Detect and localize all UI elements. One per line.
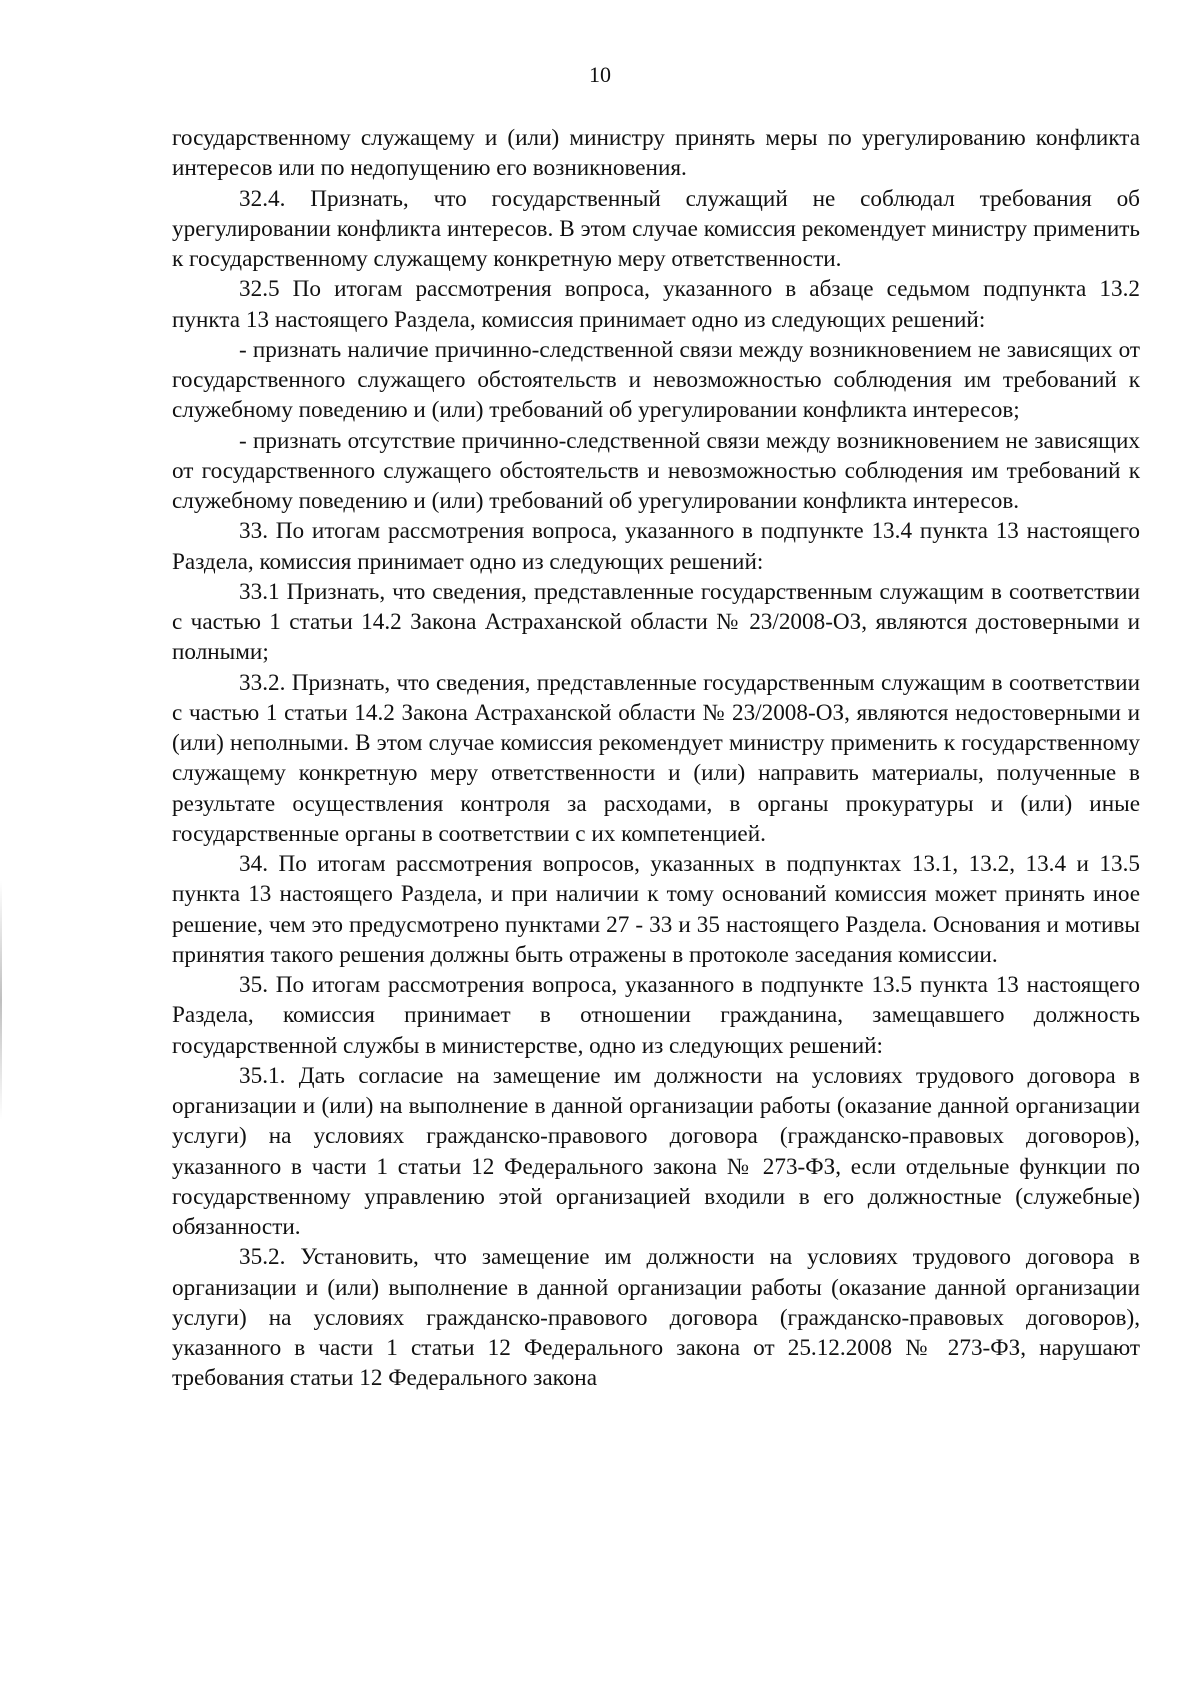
page-number: 10 [589,62,611,87]
paragraph-32-5-option-2: - признать отсутствие причинно-следственной связи между возникновением не зависящих от государственного служащего обстоятельств и невозможностью соблюдения им требований к служебному поведению и (или) требований об урегулировании конфликта интересов. [172,427,1140,514]
document-body [172,123,1140,1394]
paragraph-34: 34. По итогам рассмотрения вопросов, указанных в подпунктах 13.1, 13.2, 13.4 и 13.5 пункта 13 настоящего Раздела, и при наличии к тому оснований комиссия может принять иное решение, чем это предусмотрено пунктами 27 - 33 и 35 настоящего Раздела. Основания и мотивы принятия такого решения должны быть отражены в протоколе заседания комиссии. [172,851,1140,968]
paragraph-35: 35. По итогам рассмотрения вопроса, указанного в подпункте 13.5 пункта 13 настоящего Раздела, комиссия принимает в отношении гражданина, замещавшего должность государственной службы в министерстве, одно из следующих решений: [172,972,1140,1059]
paragraph-35-2: 35.2. Установить, что замещение им должности на условиях трудового договора в организации и (или) выполнение в данной организации работы (оказание данной организации услуги) на условиях гражданско-правового договора (гражданско-правовых договоров), указанного в части 1 статьи 12 Федерального закона от 25.12.2008 № 273-ФЗ, нарушают требования статьи 12 Федерального закона [172,1244,1140,1392]
paragraph-32-4: 32.4. Признать, что государственный служащий не соблюдал требования об урегулировании конфликта интересов. В этом случае комиссия рекомендует министру применить к государственному служащему конкретную меру ответственности. [172,185,1140,272]
paragraph-33: 33. По итогам рассмотрения вопроса, указанного в подпункте 13.4 пункта 13 настоящего Раздела, комиссия принимает одно из следующих решений: [172,518,1140,575]
paragraph-32-5-option-1: - признать наличие причинно-следственной связи между возникновением не зависящих от государственного служащего обстоятельств и невозможностью соблюдения им требований к служебному поведению и (или) требований об урегулировании конфликта интересов; [172,336,1140,424]
paragraph-33-1: 33.1 Признать, что сведения, представленные государственным служащим в соответствии с частью 1 статьи 14.2 Закона Астраханской области № 23/2008-ОЗ, являются достоверными и полными; [172,578,1140,666]
paragraph-33-2: 33.2. Признать, что сведения, представленные государственным служащим в соответствии с частью 1 статьи 14.2 Закона Астраханской области № 23/2008-ОЗ, являются недостоверными и (или) неполными. В этом случае комиссия рекомендует министру применить к государственному служащему конкретную меру ответственности и (или) направить материалы, полученные в результате осуществления контроля за расходами, в органы прокуратуры и (или) иные государственные органы в соответствии с их компетенцией. [172,669,1140,847]
paragraph-35-1: 35.1. Дать согласие на замещение им должности на условиях трудового договора в организации и (или) на выполнение в данной организации работы (оказание данной организации услуги) на условиях гражданско-правового договора (гражданско-правовых договоров), указанного в части 1 статьи 12 Федерального закона № 273-ФЗ, если отдельные функции по государственному управлению этой организацией входили в его должностные (служебные) обязанности. [172,1062,1140,1240]
paragraph-32-5: 32.5 По итогам рассмотрения вопроса, указанного в абзаце седьмом подпункта 13.2 пункта 13 настоящего Раздела, комиссия принимает одно из следующих решений: [172,276,1140,333]
paragraph-continuation: государственному служащему и (или) министру принять меры по урегулированию конфликта интересов или по недопущению его возникновения. [172,125,1140,182]
scan-edge-shadow [0,880,2,1120]
